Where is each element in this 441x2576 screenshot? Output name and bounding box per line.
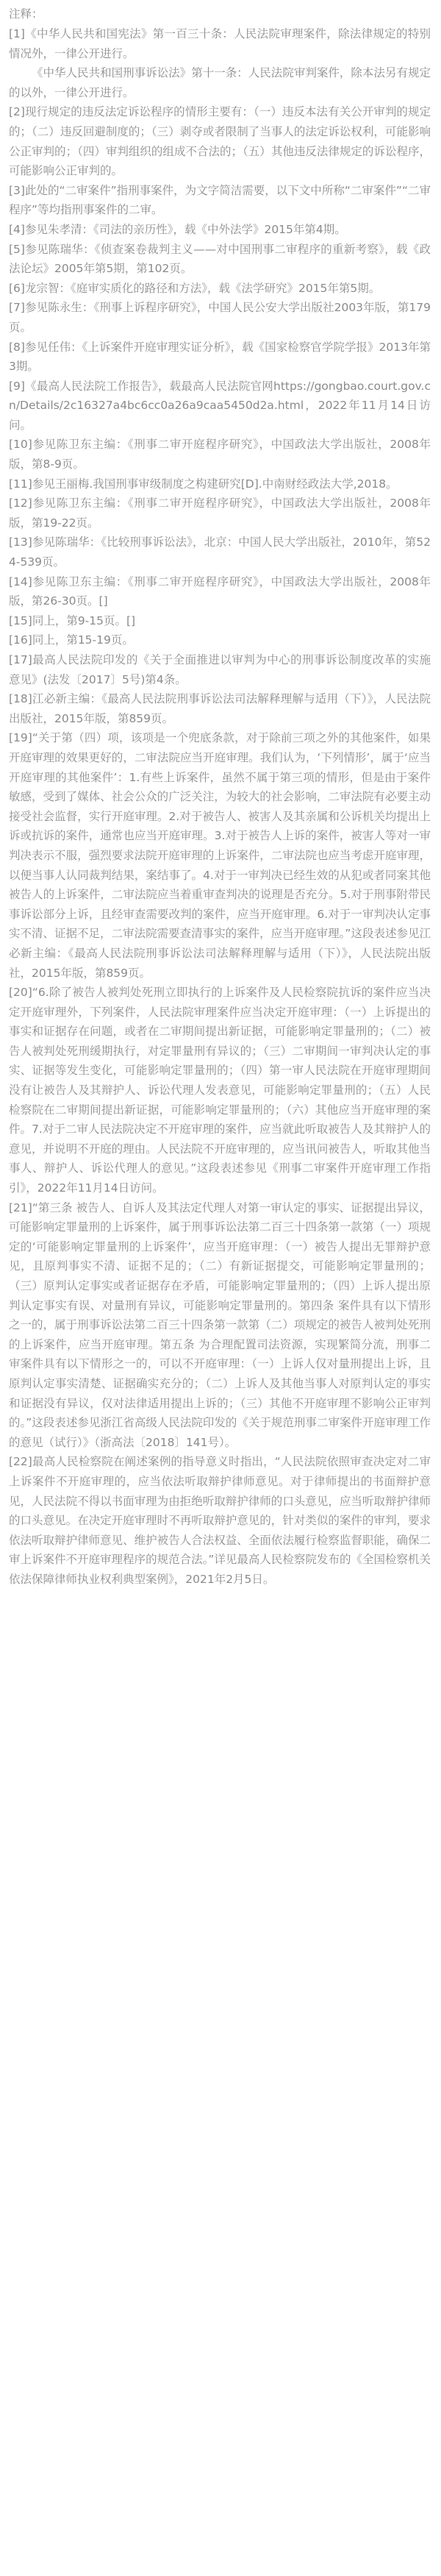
footnote-n22: [22]最高人民检察院在阐述案例的指导意义时指出，“人民法院依照审查决定对二审上诉案件不开庭审理的，应当依法听取辩护律师意见。对于律师提出的书面辩护意见，人民法院不得以书面审理为由拒绝听取辩护律师的口头意见，应当听取辩护律师的口头意见。在决定开庭审理时不再听取辩护意见的，针对类似的案件的审判，要求依法听取辩护律师意见、维护被告人合法权益、全面依法履行检察监督职能，确保二审上诉案件不开庭审理程序的规范合法。”详见最高人民检察院发布的《全国检察机关依法保障律师执业权利典型案例》，2021年2月5日。: [9, 1455, 431, 1586]
footnote-n7: [7]参见陈永生：《刑事上诉程序研究》，中国人民公安大学出版社2003年版，第179页。: [9, 301, 431, 334]
footnote-n16: [16]同上，第15-19页。: [9, 633, 134, 647]
footnote-n12: [12]参见陈卫东主编：《刑事二审开庭程序研究》，中国政法大学出版社，2008年版，第19-22页。: [9, 497, 431, 530]
footnote-n2: [2]现行规定的违反法定诉讼程序的情形主要有：（一）违反本法有关公开审判的规定的；（二）违反回避制度的；（三）剥夺或者限制了当事人的法定诉讼权利，可能影响公正审判的；（四）审判组织的组成不合法的；（五）其他违反法律规定的诉讼程序，可能影响公正审判的。: [9, 105, 431, 178]
footnote-n1: [1]《中华人民共和国宪法》第一百三十条：人民法院审理案件，除法律规定的特别情况外，一律公开进行。: [9, 27, 431, 60]
footnote-n4: [4]参见朱孝清：《司法的亲历性》，载《中外法学》2015年第4期。: [9, 222, 346, 236]
footnote-n9: [9]《最高人民法院工作报告》，载最高人民法院官网https://gongbao.court.gov.cn/Details/2c16327a4bc6cc0a26a9caa5450d2a.html，2022年11月14日访问。: [9, 379, 431, 432]
footnote-n17: [17]最高人民法院印发的《关于全面推进以审判为中心的刑事诉讼制度改革的实施意见》(法发〔2017〕5号)第4条。: [9, 653, 431, 686]
footnote-n1b: 《中华人民共和国刑事诉讼法》第十一条：人民法院审判案件，除本法另有规定的以外，一律公开进行。: [9, 66, 431, 99]
footnote-n14: [14]参见陈卫东主编：《刑事二审开庭程序研究》，中国政法大学出版社，2008年版，第26-30页。[]: [9, 574, 431, 608]
footnote-n21: [21]“第三条 被告人、自诉人及其法定代理人对第一审认定的事实、证据提出异议，可能影响定罪量刑的上诉案件，属于刑事诉讼法第二百三十四条第一款第（一）项规定的‘可能影响定罪量刑的上诉案件’，应当开庭审理：（一）被告人提出无罪辩护意见，且原判事实不清、证据不足的；（二）有新证据提交，可能影响定罪量刑的；（三）原判认定事实或者证据存在矛盾，可能影响定罪量刑的；（四）上诉人提出原判认定事实有误、对量刑有异议，可能影响定罪量刑的。第四条 案件具有以下情形之一的，属于刑事诉讼法第二百三十四条第一款第（二）项规定的被告人被判处死刑的上诉案件，应当开庭审理。第五条 为合理配置司法资源，实现繁简分流，刑事二审案件具有以下情形之一的，可以不开庭审理：（一）上诉人仅对量刑提出上诉，且原判认定事实清楚、证据确实充分的；（二）上诉人及其他当事人对原判认定的事实和证据没有异议，仅对法律适用提出上诉的；（三）其他不开庭审理不影响公正审判的。”这段表述参见浙江省高级人民法院印发的《关于规范刑事二审案件开庭审理工作的意见（试行）》（浙高法〔2018〕141号）。: [9, 1200, 431, 1449]
footnote-n19: [19]“关于第（四）项，该项是一个兜底条款，对于除前三项之外的其他案件，如果开庭审理的效果更好的，二审法院应当开庭审理。我们认为，‘下列情形’，属于‘应当开庭审理的其他案件’：1.有些上诉案件，虽然不属于第三项的情形，但是由于案件敏感，受到了媒体、社会公众的广泛关注，为较大的社会影响，二审法院有必要主动接受社会监督，实行开庭审理。2.对于被告人、被害人及其亲属和公诉机关均提出上诉或抗诉的案件，通常也应当开庭审理。3.对于被告人上诉的案件，被害人等对一审判决表示不服，强烈要求法院开庭审理的上诉案件，二审法院也应当考虑开庭审理，以便当事人认同裁判结果，案结事了。4.对于一审判决已经生效的从犯或者同案其他被告人的上诉案件，二审法院应当着重审查判决的说理是否充分。5.对于刑事附带民事诉讼部分上诉，且经审查需要改判的案件，应当开庭审理。6.对于一审判决认定事实不清、证据不足，二审法院需要查清事实的案件，应当开庭审理。”这段表述参见江必新主编：《最高人民法院刑事诉讼法司法解释理解与适用（下）》，人民法院出版社，2015年版，第859页。: [9, 731, 431, 980]
footnote-n8: [8]参见任伟：《上诉案件开庭审理实证分析》，载《国家检察官学院学报》2013年第3期。: [9, 340, 431, 374]
footnote-n20: [20]“6.除了被告人被判处死刑立即执行的上诉案件及人民检察院抗诉的案件应当决定开庭审理外，下列案件，人民法院审理案件应当决定开庭审理：（一）上诉提出的事实和证据存在问题，或者在二审期间提出新证据，可能影响定罪量刑的；（二）被告人被判处死刑缓期执行，对定罪量刑有异议的；（三）二审期间一审判决认定的事实、证据等发生变化，可能影响定罪量刑的；（四）第一审人民法院在开庭审理期间没有让被告人及其辩护人、诉讼代理人发表意见，可能影响定罪量刑的；（五）人民检察院在二审期间提出新证据，可能影响定罪量刑的；（六）其他应当开庭审理的案件。7.对于二审人民法院决定不开庭审理的案件，应当就此听取被告人及其辩护人的意见，并说明不开庭的理由。人民法院不开庭审理的，应当讯问被告人，听取其他当事人、辩护人、诉讼代理人的意见。”这段表述参见《刑事二审案件开庭审理工作指引》，2022年11月14日访问。: [9, 986, 431, 1195]
footnote-n18: [18]江必新主编：《最高人民法院刑事诉讼法司法解释理解与适用（下）》，人民法院出版社，2015年版，第859页。: [9, 692, 431, 725]
footnote-n5: [5]参见陈瑞华：《侦查案卷裁判主义——对中国刑事二审程序的重新考察》，载《政法论坛》2005年第5期，第102页。: [9, 242, 431, 276]
footnote-n3: [3]此处的“二审案件”指刑事案件，为文字简洁需要，以下文中所称“二审案件”“二审程序”等均指刑事案件的二审。: [9, 183, 431, 217]
footnote-n13: [13]参见陈瑞华：《比较刑事诉讼法》，北京：中国人民大学出版社，2010年，第524-539页。: [9, 536, 431, 569]
footnote-list: [9, 24, 431, 1590]
footnote-n6: [6]龙宗智：《庭审实质化的路径和方法》，载《法学研究》2015年第5期。: [9, 281, 381, 295]
footnote-n15: [15]同上，第9-15页。[]: [9, 613, 136, 627]
footnote-n10: [10]参见陈卫东主编：《刑事二审开庭程序研究》，中国政法大学出版社，2008年版，第8-9页。: [9, 438, 431, 472]
footnote-n11: [11]参见王丽梅.我国刑事审级制度之构建研究[D].中南财经政法大学,2018。: [9, 477, 398, 491]
footnotes-heading: 注释：: [9, 7, 43, 21]
